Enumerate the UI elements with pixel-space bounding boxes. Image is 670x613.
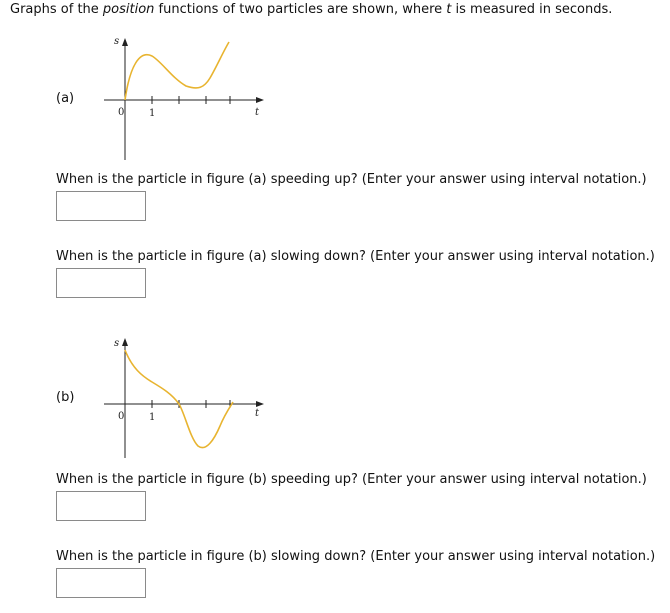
problem-intro: [10, 2, 612, 18]
graph-b-x-arrow: [256, 401, 264, 407]
graph-a-position-curve: [125, 42, 229, 100]
graph-b-x-axis-label: t: [255, 408, 260, 419]
graph-b: [100, 330, 270, 460]
graph-b-origin-label: 0: [118, 411, 125, 422]
graph-a-tick-label-1: 1: [149, 108, 156, 119]
intro-variable: t: [446, 2, 452, 17]
intro-text-after: is measured in seconds.: [451, 2, 613, 17]
question-b-slowing-down: When is the particle in figure (b) slowing down? (Enter your answer using interval notation.): [56, 549, 656, 564]
intro-emphasis: position: [102, 2, 155, 17]
intro-text-middle: functions of two particles are shown, where: [154, 2, 447, 17]
graph-b-y-arrow: [122, 338, 128, 346]
answer-a-slowing-down-input[interactable]: [56, 268, 146, 298]
question-a-speeding-up: When is the particle in figure (a) speeding up? (Enter your answer using interval notation.): [56, 172, 647, 187]
graph-a-y-arrow: [122, 38, 128, 46]
graph-a-x-axis-label: t: [255, 107, 260, 118]
graph-a-origin-label: 0: [118, 107, 125, 118]
intro-text-before: Graphs of the: [10, 2, 103, 17]
question-b-speeding-up: When is the particle in figure (b) speeding up? (Enter your answer using interval notation.): [56, 472, 647, 487]
answer-b-slowing-down-input[interactable]: [56, 568, 146, 598]
graph-b-label: (b): [56, 390, 75, 405]
answer-b-speeding-up-input[interactable]: [56, 491, 146, 521]
graph-b-y-axis-label: s: [114, 338, 120, 349]
graph-a-x-arrow: [256, 97, 264, 103]
graph-b-position-curve: [125, 350, 233, 448]
answer-a-speeding-up-input[interactable]: [56, 191, 146, 221]
graph-a-y-axis-label: s: [114, 36, 120, 47]
graph-a-label: (a): [56, 91, 75, 106]
graph-a: [100, 30, 270, 162]
question-a-slowing-down: When is the particle in figure (a) slowing down? (Enter your answer using interval notation.): [56, 249, 655, 264]
graph-b-tick-label-1: 1: [149, 412, 156, 423]
